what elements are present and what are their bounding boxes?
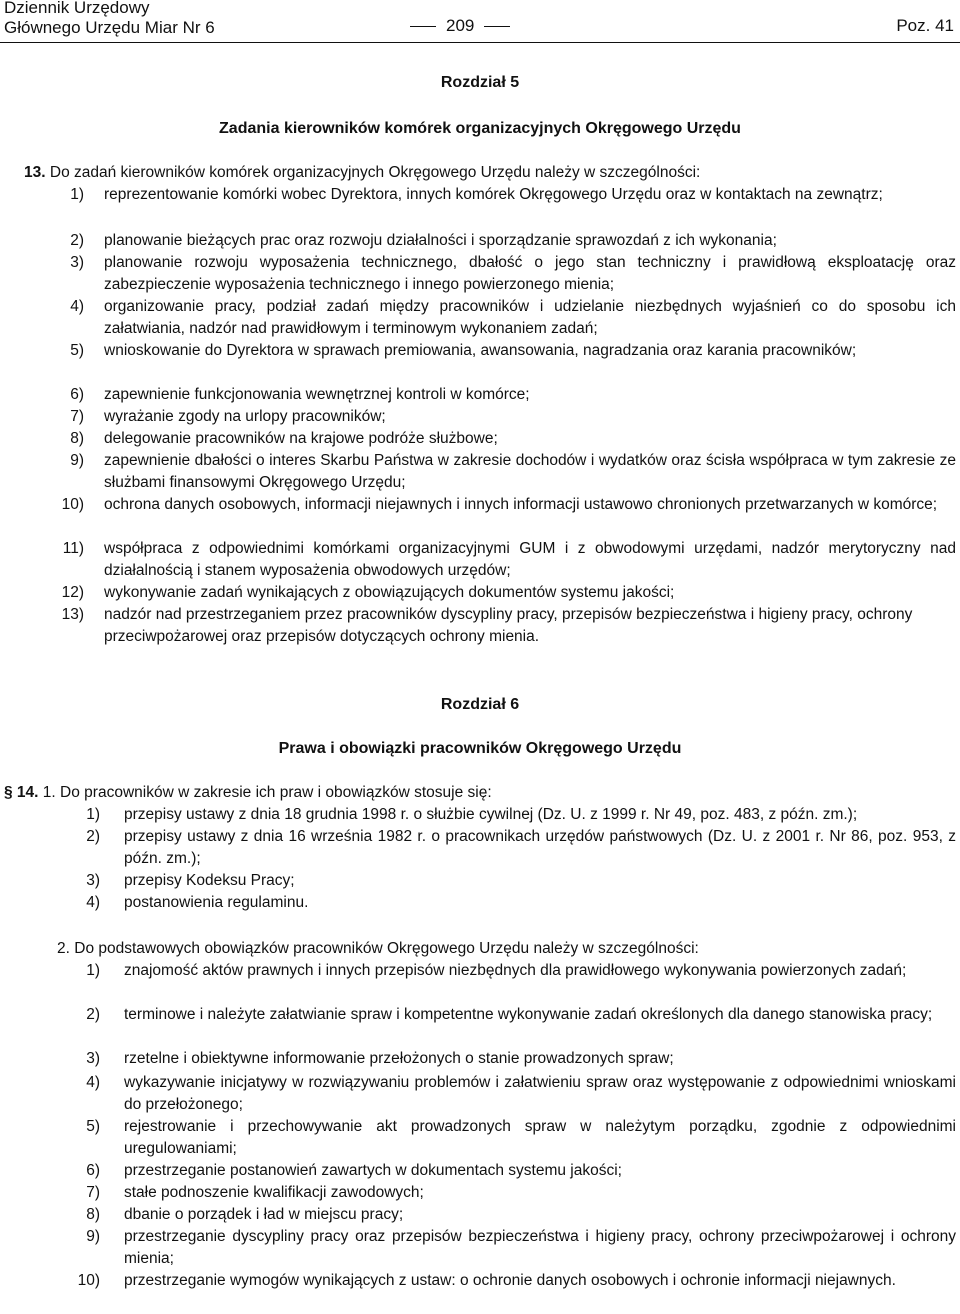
list-item-text: przestrzeganie postanowień zawartych w dokumentach systemu jakości; <box>124 1162 622 1179</box>
paragraph-14-number: § 14. <box>4 784 39 801</box>
list-item-text: organizowanie pracy, podział zadań między pracowników i udzielanie niezbędnych wyjaśnień co do sposobu ich załatwiania, nadzór nad prawidłowym i terminowym wykonaniem zadań; <box>104 298 956 337</box>
list-item-number: 7) <box>86 1184 100 1201</box>
list-item-number: 3) <box>86 1050 100 1067</box>
paragraph-13-number: 13. <box>24 164 46 181</box>
list-item <box>40 826 956 870</box>
paragraph-14-intro <box>4 782 492 804</box>
list-item <box>8 406 956 428</box>
page-number-block <box>410 16 510 36</box>
list-item-text: współpraca z odpowiednimi komórkami organizacyjnymi GUM i z obwodowymi urzędami, nadzór merytoryczny nad działalnością i stanem wyposażenia obwodowych urzędów; <box>104 540 956 579</box>
list-item-number: 2) <box>86 1006 100 1023</box>
list-item-text: planowanie rozwoju wyposażenia technicznego, dbałość o jego stan techniczny i prawidłową eksploatację oraz zabezpieczenie wyposażenia technicznego i innego powierzonego mienia; <box>104 254 956 293</box>
section-2-intro: Do podstawowych obowiązków pracowników Okręgowego Urzędu należy w szczególności: <box>74 940 699 957</box>
chapter6-subtitle: Prawa i obowiązki pracowników Okręgowego Urzędu <box>278 740 682 757</box>
list-item <box>30 1072 956 1116</box>
dash-left <box>410 26 436 27</box>
list-item <box>40 870 956 892</box>
journal-title-line2: Głównego Urzędu Miar Nr 6 <box>4 18 215 37</box>
list-item <box>30 1116 956 1160</box>
list-item <box>8 384 956 406</box>
list-item-number: 1) <box>86 962 100 979</box>
list-item-text: wykazywanie inicjatywy w rozwiązywaniu problemów i załatwieniu spraw oraz występowanie z odpowiednimi wnioskami do przełożonego; <box>124 1074 956 1113</box>
list-item <box>40 892 956 914</box>
list-item-number: 10) <box>61 496 84 513</box>
list-item-number: 7) <box>70 408 84 425</box>
list-item-text: przepisy Kodeksu Pracy; <box>124 872 295 889</box>
list-item-number: 1) <box>86 806 100 823</box>
list-item <box>8 230 956 252</box>
list-item <box>8 494 956 516</box>
list-item-number: 5) <box>70 342 84 359</box>
list-item-number: 3) <box>70 254 84 271</box>
list-item-text: reprezentowanie komórki wobec Dyrektora, innych komórek Okręgowego Urzędu oraz w kontaktach na zewnątrz; <box>104 186 883 203</box>
list-item-number: 5) <box>86 1118 100 1135</box>
list-item <box>30 960 956 982</box>
page-header <box>0 0 960 46</box>
list-item-number: 9) <box>70 452 84 469</box>
list-item-number: 8) <box>86 1206 100 1223</box>
list-item <box>8 582 956 604</box>
list-item-text: przestrzeganie wymogów wynikających z ustaw: o ochronie danych osobowych i ochronie informacji niejawnych. <box>124 1272 896 1289</box>
list-item-text: stałe podnoszenie kwalifikacji zawodowych; <box>124 1184 424 1201</box>
section-2-number: 2. <box>57 940 70 957</box>
list-item-number: 1) <box>70 186 84 203</box>
list-item-number: 13) <box>61 606 84 623</box>
list-item <box>8 538 956 582</box>
list-item-text: rejestrowanie i przechowywanie akt prowadzonych spraw w należytym porządku, zgodnie z odpowiednimi uregulowaniami; <box>124 1118 956 1157</box>
page-number: 209 <box>446 16 475 35</box>
journal-title <box>4 0 215 38</box>
list-item-number: 4) <box>86 1074 100 1091</box>
list-item <box>30 1270 956 1292</box>
list-item-number: 12) <box>61 584 84 601</box>
list-item-text: terminowe i należyte załatwianie spraw i kompetentne wykonywanie zadań określonych dla danego stanowiska pracy; <box>124 1006 933 1023</box>
section-2-intro-line <box>57 938 699 960</box>
list-item-text: ochrona danych osobowych, informacji niejawnych i innych informacji ustawowo chronionych przetwarzanych w komórce; <box>104 496 938 513</box>
list-item-text: nadzór nad przestrzeganiem przez pracowników dyscypliny pracy, przepisów bezpieczeństwa i higieny pracy, ochrony przeciwpożarowej oraz przepisów dotyczących ochrony mienia. <box>104 606 913 645</box>
list-item-text: przepisy ustawy z dnia 18 grudnia 1998 r. o służbie cywilnej (Dz. U. z 1999 r. Nr 49, poz. 483, z późn. zm.); <box>124 806 858 823</box>
paragraph-13-intro <box>24 162 700 184</box>
list-item <box>8 450 956 494</box>
section-1-number: 1. <box>42 784 56 801</box>
paragraph-13-text: Do zadań kierowników komórek organizacyjnych Okręgowego Urzędu należy w szczególności: <box>49 164 701 181</box>
list-item <box>30 1048 956 1070</box>
chapter5-subtitle: Zadania kierowników komórek organizacyjnych Okręgowego Urzędu <box>219 120 741 137</box>
position-label: Poz. 41 <box>896 16 954 35</box>
list-item-text: przepisy ustawy z dnia 16 września 1982 r. o pracownikach urzędów państwowych (Dz. U. z 2001 r. Nr 86, poz. 953, z późn. zm.); <box>124 828 956 867</box>
list-item-text: postanowienia regulaminu. <box>124 894 309 911</box>
list-item-number: 10) <box>77 1272 100 1289</box>
list-item-text: wyrażanie zgody na urlopy pracowników; <box>104 408 386 425</box>
list-item-text: wnioskowanie do Dyrektora w sprawach premiowania, awansowania, nagradzania oraz karania pracowników; <box>104 342 857 359</box>
list-item-number: 6) <box>70 386 84 403</box>
list-item <box>30 1160 956 1182</box>
list-item-number: 9) <box>86 1228 100 1245</box>
journal-title-line1: Dziennik Urzędowy <box>4 0 150 17</box>
list-item <box>30 1182 956 1204</box>
list-item-number: 4) <box>70 298 84 315</box>
list-item-text: zapewnienie dbałości o interes Skarbu Państwa w zakresie dochodów i wydatków oraz ścisła współpraca w tym zakresie ze służbami finansowymi Okręgowego Urzędu; <box>104 452 956 491</box>
list-item <box>30 1226 956 1270</box>
header-divider <box>0 42 960 43</box>
list-item-text: przestrzeganie dyscypliny pracy oraz przepisów bezpieczeństwa i higieny pracy, ochrony przeciwpożarowej i ochrony mienia; <box>124 1228 956 1267</box>
list-item-text: znajomość aktów prawnych i innych przepisów niezbędnych dla prawidłowego wykonywania powierzonych zadań; <box>124 962 907 979</box>
list-item-text: delegowanie pracowników na krajowe podróże służbowe; <box>104 430 498 447</box>
list-item-number: 6) <box>86 1162 100 1179</box>
list-item-number: 3) <box>86 872 100 889</box>
list-item <box>8 340 956 362</box>
list-item-text: wykonywanie zadań wynikających z obowiązujących dokumentów systemu jakości; <box>104 584 675 601</box>
list-item-text: rzetelne i obiektywne informowanie przełożonych o stanie prowadzonych spraw; <box>124 1050 674 1067</box>
list-item <box>8 296 956 340</box>
chapter6-title: Rozdział 6 <box>440 696 520 713</box>
list-item <box>8 604 956 648</box>
list-item <box>8 428 956 450</box>
list-item-number: 4) <box>86 894 100 911</box>
list-item <box>8 184 956 206</box>
dash-right <box>484 26 510 27</box>
chapter5-title: Rozdział 5 <box>440 74 520 91</box>
list-item-text: planowanie bieżących prac oraz rozwoju działalności i sporządzanie sprawozdań z ich wykonania; <box>104 232 777 249</box>
list-item <box>8 252 956 296</box>
list-item-number: 2) <box>70 232 84 249</box>
section-1-intro: Do pracowników w zakresie ich praw i obowiązków stosuje się: <box>60 784 492 801</box>
list-item <box>40 804 956 826</box>
list-item <box>30 1004 956 1026</box>
list-item <box>30 1204 956 1226</box>
list-item-text: zapewnienie funkcjonowania wewnętrznej kontroli w komórce; <box>104 386 530 403</box>
list-item-number: 8) <box>70 430 84 447</box>
list-item-number: 11) <box>62 540 84 557</box>
list-item-text: dbanie o porządek i ład w miejscu pracy; <box>124 1206 404 1223</box>
list-item-number: 2) <box>86 828 100 845</box>
